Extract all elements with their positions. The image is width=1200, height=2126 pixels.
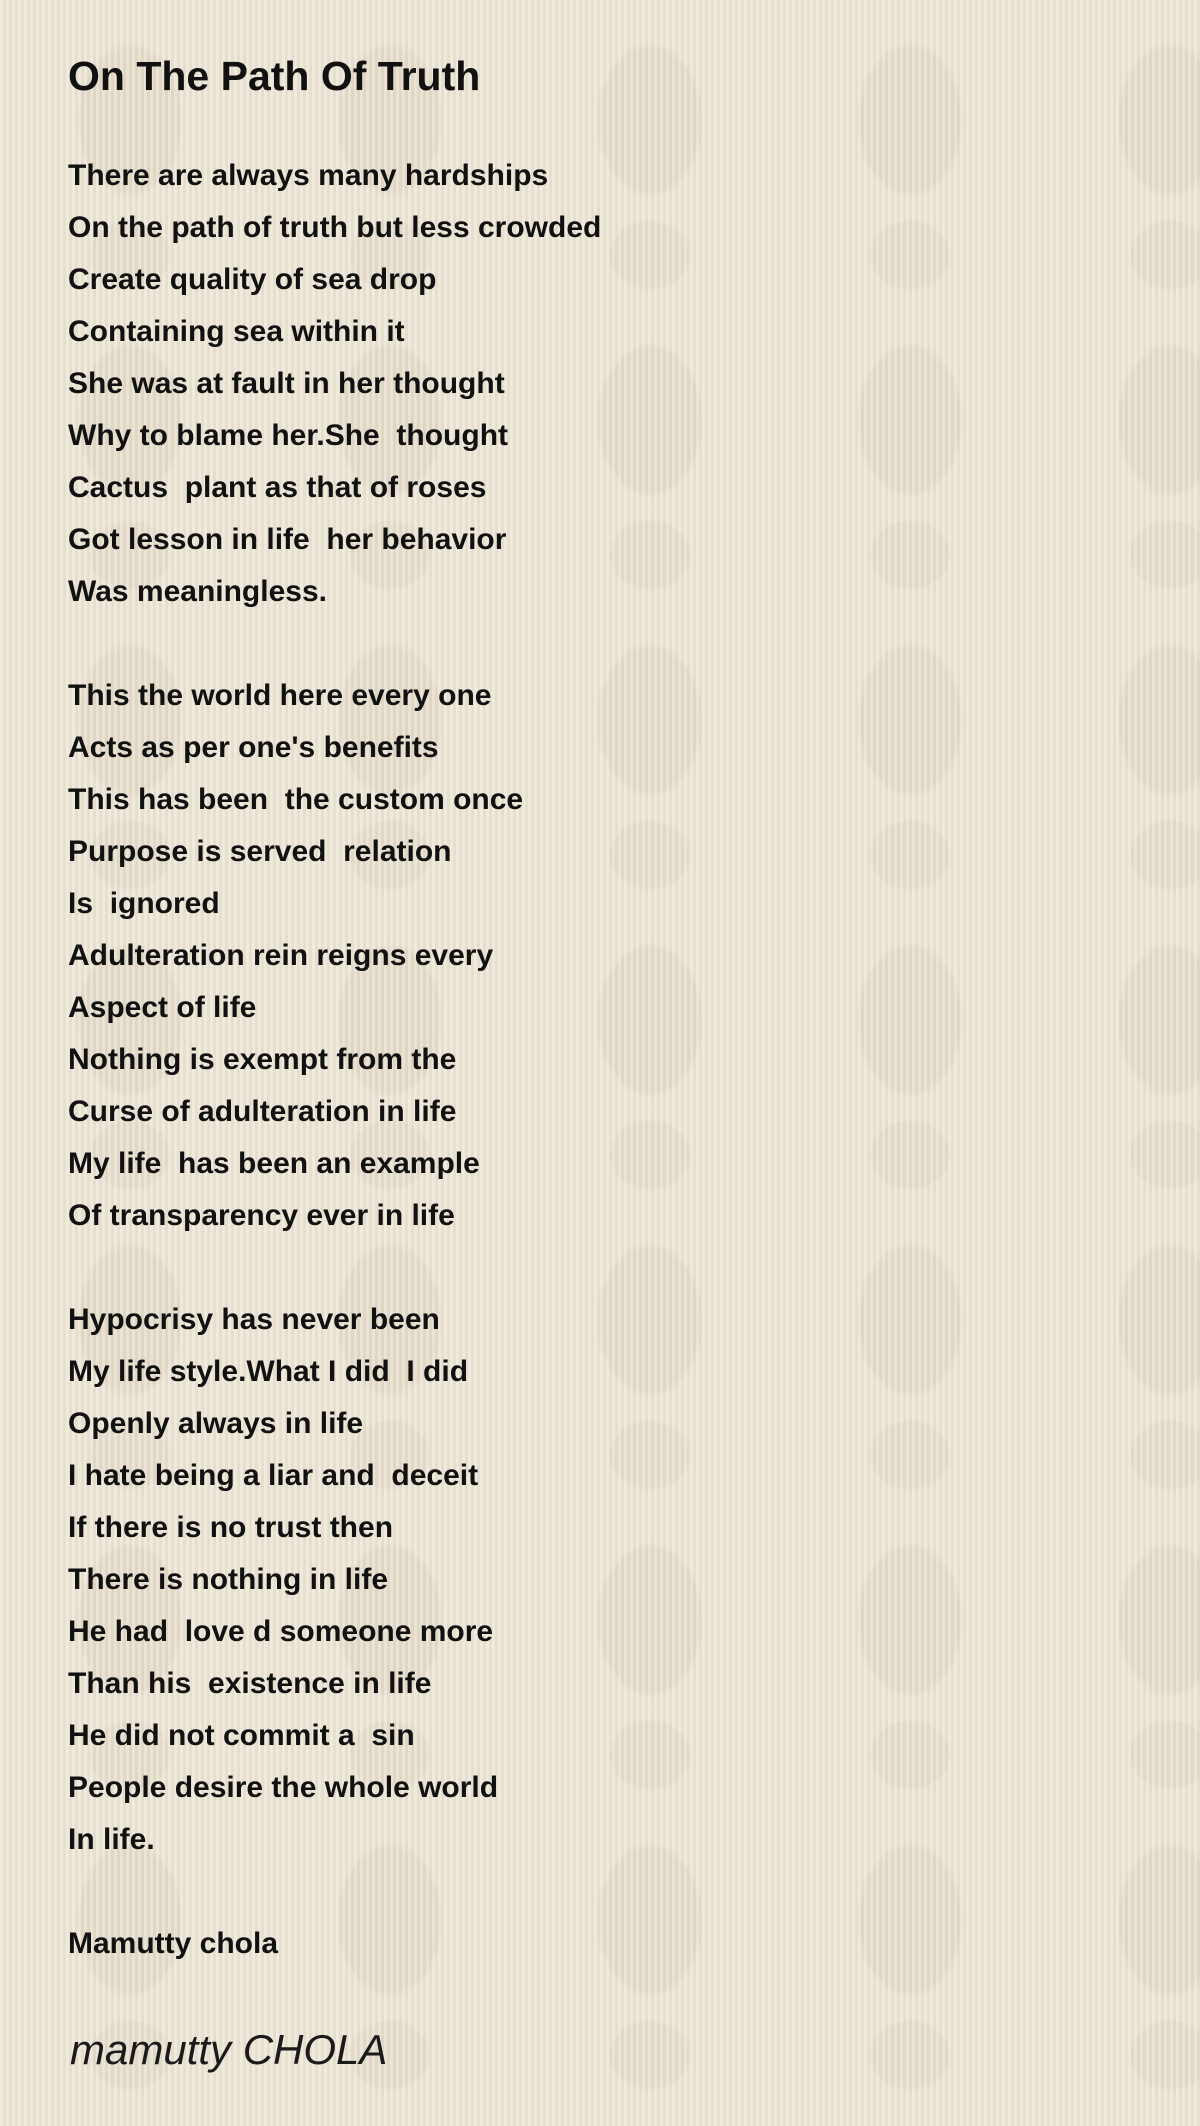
poem-line: My life style.What I did I did	[68, 1355, 469, 1388]
poem-line: Purpose is served relation	[68, 835, 452, 868]
stanza-2	[68, 670, 601, 1242]
poem-line: Curse of adulteration in life	[68, 1095, 457, 1128]
poem-line: He did not commit a sin	[68, 1719, 415, 1752]
poem-line: People desire the whole world	[68, 1771, 499, 1804]
poem-line: Got lesson in life her behavior	[68, 523, 507, 556]
poem-line: Containing sea within it	[68, 315, 405, 348]
poem-line: Is ignored	[68, 887, 220, 920]
poem-line: In life.	[68, 1823, 155, 1856]
poem-line: Hypocrisy has never been	[68, 1303, 440, 1336]
poem-line: I hate being a liar and deceit	[68, 1459, 479, 1492]
poem-line: Aspect of life	[68, 991, 257, 1024]
poem-line: Why to blame her.She thought	[68, 419, 509, 452]
poem-line: This the world here every one	[68, 679, 492, 712]
stanza-1	[68, 150, 601, 618]
poem-author-byline: Mamutty chola	[68, 1927, 279, 1960]
poem-line: Was meaningless.	[68, 575, 327, 608]
poem-line: There are always many hardships	[68, 159, 549, 192]
poem-line: My life has been an example	[68, 1147, 480, 1180]
poem-line: This has been the custom once	[68, 783, 524, 816]
poem-line: Adulteration rein reigns every	[68, 939, 494, 972]
poem-line: There is nothing in life	[68, 1563, 389, 1596]
poem-body	[68, 150, 601, 1970]
poem-line: On the path of truth but less crowded	[68, 211, 602, 244]
poem-line: Of transparency ever in life	[68, 1199, 455, 1232]
poem-title: On The Path Of Truth	[68, 53, 481, 99]
stanza-3	[68, 1294, 601, 1866]
poem-line: She was at fault in her thought	[68, 367, 505, 400]
poem-line: Create quality of sea drop	[68, 263, 437, 296]
author-signature: mamutty CHOLA	[70, 2026, 388, 2073]
poem-line: Openly always in life	[68, 1407, 364, 1440]
poem-line: Than his existence in life	[68, 1667, 432, 1700]
poem-line: He had love d someone more	[68, 1615, 494, 1648]
poem-line: Nothing is exempt from the	[68, 1043, 457, 1076]
poem-line: Acts as per one's benefits	[68, 731, 439, 764]
poem-line: If there is no trust then	[68, 1511, 394, 1544]
poem-line: Cactus plant as that of roses	[68, 471, 487, 504]
